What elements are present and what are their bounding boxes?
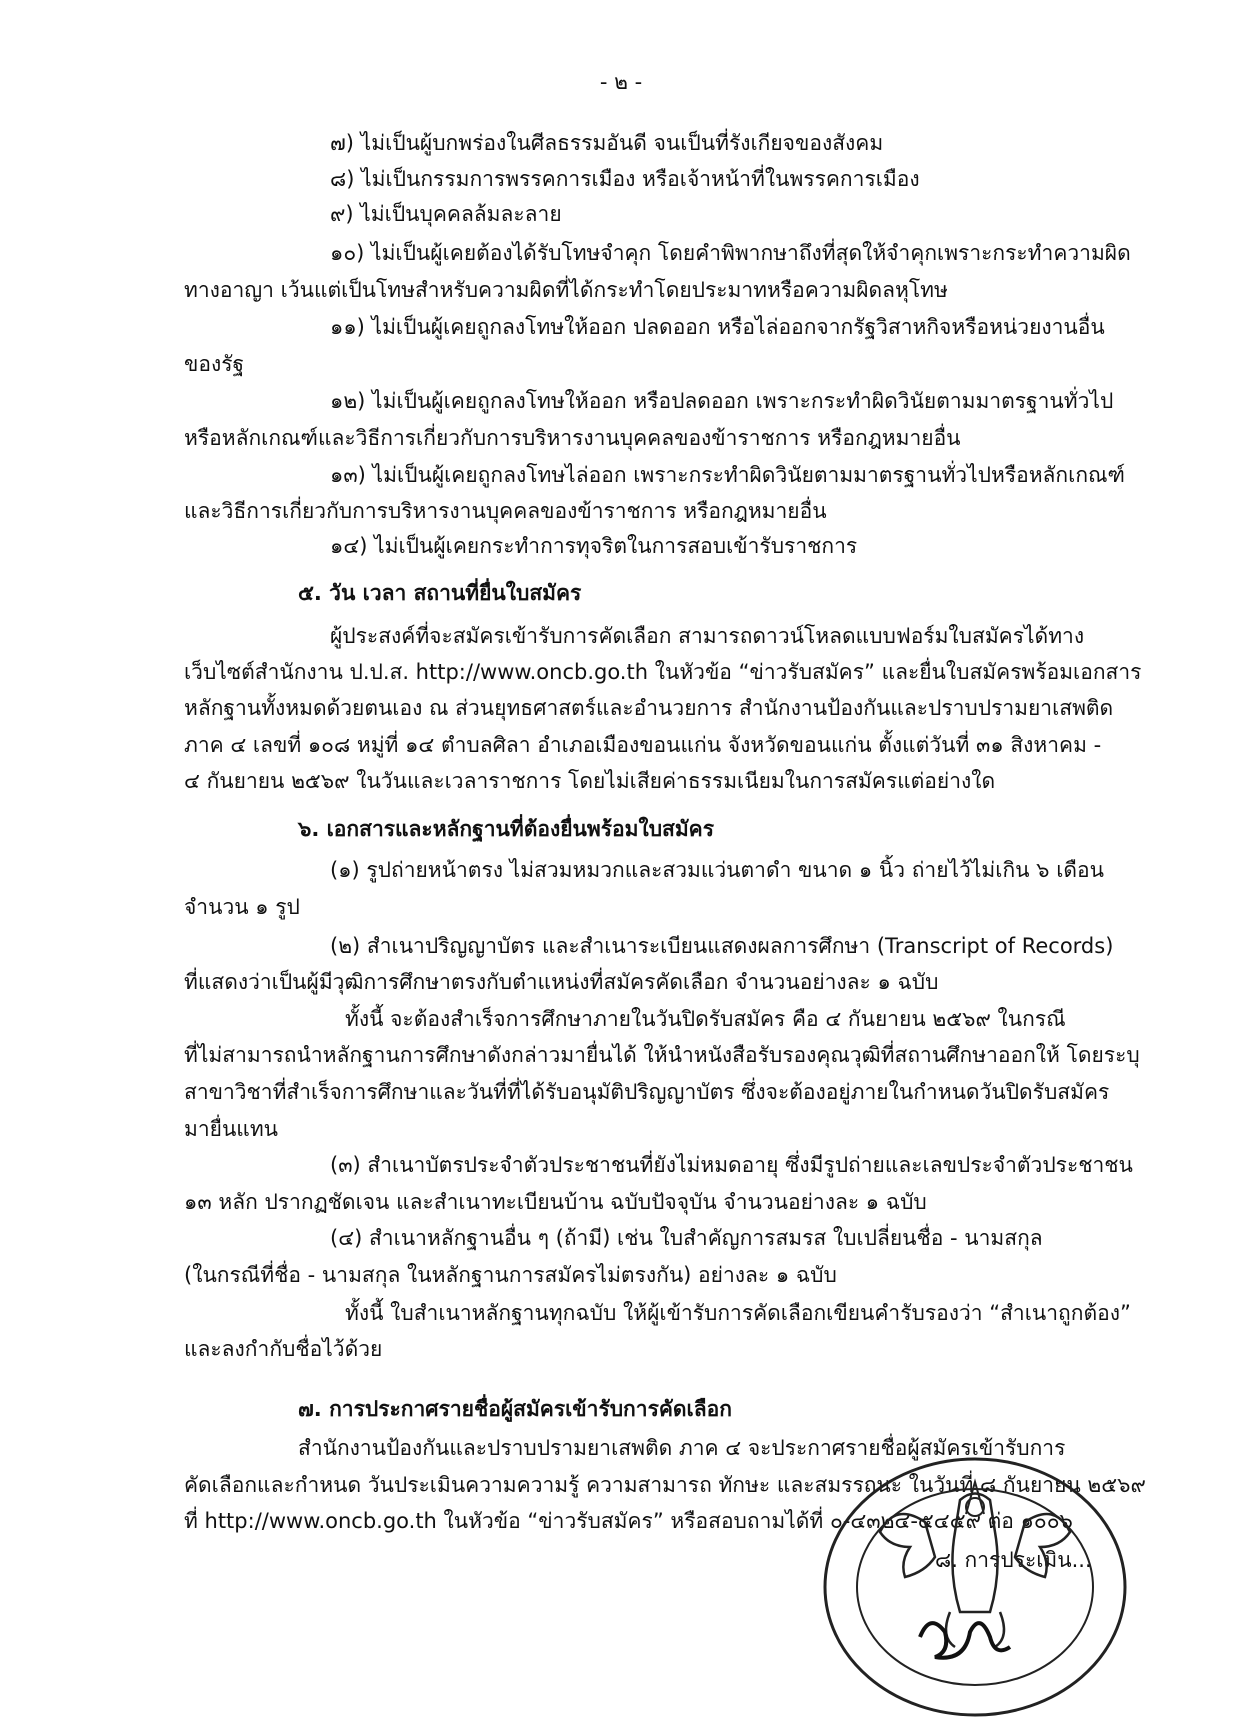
section-6-heading: ๖. เอกสารและหลักฐานที่ต้องยื่นพร้อมใบสมัคร (298, 817, 715, 841)
doc-item-3-cont: ๑๓ หลัก ปรากฏชัดเจน และสำเนาทะเบียนบ้าน ฉบับปัจจุบัน จำนวนอย่างละ ๑ ฉบับ (184, 1190, 927, 1214)
item-14: ๑๔) ไม่เป็นผู้เคยกระทำการทุจริตในการสอบเข้ารับราชการ (330, 534, 858, 558)
item-10-cont: ทางอาญา เว้นแต่เป็นโทษสำหรับความผิดที่ได้กระทำโดยประมาทหรือความผิดลหุโทษ (184, 278, 948, 302)
item-8: ๘) ไม่เป็นกรรมการพรรคการเมือง หรือเจ้าหน้าที่ในพรรคการเมือง (330, 167, 920, 191)
doc-item-4-cont: (ในกรณีที่ชื่อ - นามสกุล ในหลักฐานการสมัครไม่ตรงกัน) อย่างละ ๑ ฉบับ (184, 1263, 837, 1287)
note-2: ทั้งนี้ ใบสำเนาหลักฐานทุกฉบับ ให้ผู้เข้ารับการคัดเลือกเขียนคำรับรองว่า “สำเนาถูกต้อง” (345, 1301, 1131, 1325)
item-12-cont: หรือหลักเกณฑ์และวิธีการเกี่ยวกับการบริหารงานบุคคลของข้าราชการ หรือกฎหมายอื่น (184, 426, 961, 450)
note-1-cont-1: ที่ไม่สามารถนำหลักฐานการศึกษาดังกล่าวมายื่นได้ ให้นำหนังสือรับรองคุณวุฒิที่สถานศึกษาออกให้ โดยระบุ (184, 1043, 1140, 1067)
item-11-cont: ของรัฐ (184, 352, 245, 376)
section-5-heading: ๕. วัน เวลา สถานที่ยื่นใบสมัคร (298, 581, 582, 605)
note-1-cont-3: มายื่นแทน (184, 1117, 279, 1141)
section-5-para-2: เว็บไซต์สำนักงาน ป.ป.ส. http://www.oncb.go.th ในหัวข้อ “ข่าวรับสมัคร” และยื่นใบสมัครพร้อมเอกสาร (184, 660, 1142, 684)
item-13: ๑๓) ไม่เป็นผู้เคยถูกลงโทษไล่ออก เพราะกระทำผิดวินัยตามมาตรฐานทั่วไปหรือหลักเกณฑ์ (330, 463, 1125, 487)
doc-item-1: (๑) รูปถ่ายหน้าตรง ไม่สวมหมวกและสวมแว่นตาดำ ขนาด ๑ นิ้ว ถ่ายไว้ไม่เกิน ๖ เดือน (330, 858, 1104, 882)
section-7-para-2: คัดเลือกและกำหนด วันประเมินความความรู้ ความสามารถ ทักษะ และสมรรถนะ ในวันที่ ๘ กันยายน ๒๕๖๙ (184, 1473, 1146, 1497)
section-5-para-5: ๔ กันยายน ๒๕๖๙ ในวันและเวลาราชการ โดยไม่เสียค่าธรรมเนียมในการสมัครแต่อย่างใด (184, 769, 996, 793)
note-1-cont-2: สาขาวิชาที่สำเร็จการศึกษาและวันที่ที่ได้รับอนุมัติปริญญาบัตร ซึ่งจะต้องอยู่ภายในกำหนดวันปิดรับสมัคร (184, 1080, 1110, 1104)
note-1: ทั้งนี้ จะต้องสำเร็จการศึกษาภายในวันปิดรับสมัคร คือ ๔ กันยายน ๒๕๖๙ ในกรณี (345, 1007, 1066, 1031)
item-7: ๗) ไม่เป็นผู้บกพร่องในศีลธรรมอันดี จนเป็นที่รังเกียจของสังคม (330, 131, 884, 155)
section-7-heading: ๗. การประกาศรายชื่อผู้สมัครเข้ารับการคัดเลือก (298, 1397, 732, 1421)
page-number: - ๒ - (599, 70, 643, 94)
item-10: ๑๐) ไม่เป็นผู้เคยต้องได้รับโทษจำคุก โดยคำพิพากษาถึงที่สุดให้จำคุกเพราะกระทำความผิด (330, 241, 1131, 265)
section-5-para-1: ผู้ประสงค์ที่จะสมัครเข้ารับการคัดเลือก สามารถดาวน์โหลดแบบฟอร์มใบสมัครได้ทาง (330, 624, 1085, 648)
doc-item-2-cont: ที่แสดงว่าเป็นผู้มีวุฒิการศึกษาตรงกับตำแหน่งที่สมัครคัดเลือก จำนวนอย่างละ ๑ ฉบับ (184, 970, 939, 994)
section-7-para-1: สำนักงานป้องกันและปราบปรามยาเสพติด ภาค ๔ จะประกาศรายชื่อผู้สมัครเข้ารับการ (298, 1436, 1066, 1460)
section-5-para-4: ภาค ๔ เลขที่ ๑๐๘ หมู่ที่ ๑๔ ตำบลศิลา อำเภอเมืองขอนแก่น จังหวัดขอนแก่น ตั้งแต่วันที่ ๓๑ สิงหาคม - (184, 733, 1102, 757)
doc-item-1-cont: จำนวน ๑ รูป (184, 895, 300, 919)
doc-item-4: (๔) สำเนาหลักฐานอื่น ๆ (ถ้ามี) เช่น ใบสำคัญการสมรส ใบเปลี่ยนชื่อ - นามสกุล (330, 1226, 1043, 1250)
doc-item-3: (๓) สำเนาบัตรประจำตัวประชาชนที่ยังไม่หมดอายุ ซึ่งมีรูปถ่ายและเลขประจำตัวประชาชน (330, 1153, 1133, 1177)
item-9: ๙) ไม่เป็นบุคคลล้มละลาย (330, 202, 562, 226)
garuda-seal-icon (790, 1462, 1126, 1732)
item-12: ๑๒) ไม่เป็นผู้เคยถูกลงโทษให้ออก หรือปลดออก เพราะกระทำผิดวินัยตามมาตรฐานทั่วไป (330, 389, 1114, 413)
note-2-cont: และลงกำกับชื่อไว้ด้วย (184, 1337, 383, 1361)
section-5-para-3: หลักฐานทั้งหมดด้วยตนเอง ณ ส่วนยุทธศาสตร์และอำนวยการ สำนักงานป้องกันและปราบปรามยาเสพติด (184, 696, 1114, 720)
section-7-para-3: ที่ http://www.oncb.go.th ในหัวข้อ “ข่าวรับสมัคร” หรือสอบถามได้ที่ ๐-๔๓๒๔-๕๔๕๙ ต่อ ๑๐๐๖ (184, 1509, 1073, 1533)
item-11: ๑๑) ไม่เป็นผู้เคยถูกลงโทษให้ออก ปลดออก หรือไล่ออกจากรัฐวิสาหกิจหรือหน่วยงานอื่น (330, 315, 1105, 339)
continuation-note: ๘. การประเมิน... (935, 1548, 1092, 1572)
doc-item-2: (๒) สำเนาปริญญาบัตร และสำเนาระเบียนแสดงผลการศึกษา (Transcript of Records) (330, 934, 1114, 958)
official-seal (790, 1462, 1126, 1732)
item-13-cont: และวิธีการเกี่ยวกับการบริหารงานบุคคลของข้าราชการ หรือกฎหมายอื่น (184, 499, 827, 523)
